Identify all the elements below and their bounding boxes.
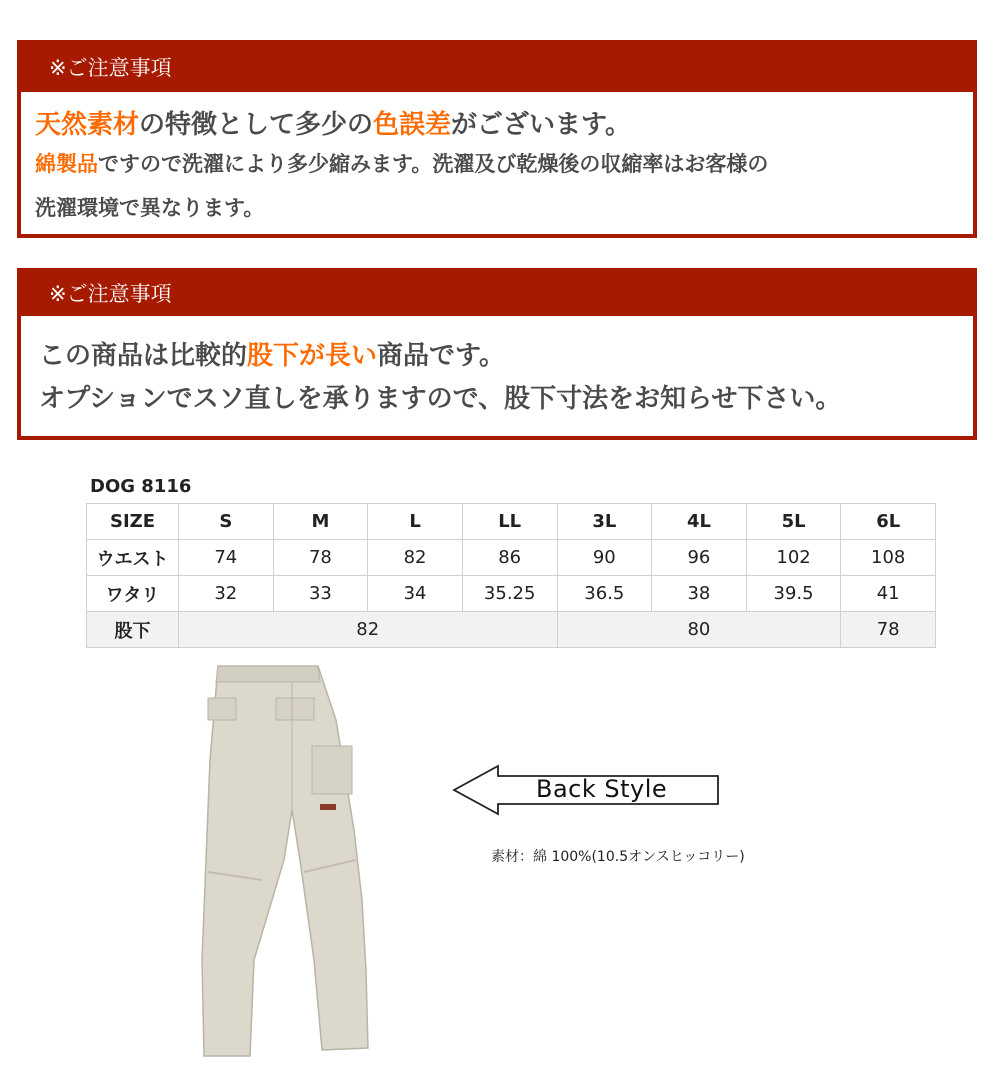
back-style-label: Back Style — [536, 775, 668, 803]
table-cell: 78 — [273, 540, 368, 576]
table-cell: 82 — [179, 612, 558, 648]
table-cell: 90 — [557, 540, 652, 576]
table-cell: M — [273, 504, 368, 540]
table-cell: L — [368, 504, 463, 540]
notice-header: ※ご注意事項 — [21, 44, 973, 92]
size-table — [86, 503, 936, 648]
table-cell: 108 — [841, 540, 936, 576]
text-segment: ですので洗濯により多少縮みます。洗濯及び乾燥後の収縮率はお客様の — [98, 152, 769, 176]
table-cell: 5L — [746, 504, 841, 540]
table-cell: 33 — [273, 576, 368, 612]
text-segment: がございます。 — [451, 110, 631, 140]
pants-back-image — [196, 660, 386, 1060]
table-row-inseam — [87, 612, 936, 648]
table-cell-label: ウエスト — [87, 540, 179, 576]
text-cotton-product: 綿製品 — [35, 152, 98, 176]
table-cell: LL — [462, 504, 557, 540]
table-cell: S — [179, 504, 274, 540]
text-color-error: 色誤差 — [373, 110, 452, 140]
table-cell: 102 — [746, 540, 841, 576]
text-segment: 商品です。 — [377, 341, 505, 371]
table-cell: 82 — [368, 540, 463, 576]
table-cell: 96 — [652, 540, 747, 576]
table-cell: 35.25 — [462, 576, 557, 612]
table-cell-label: ワタリ — [87, 576, 179, 612]
table-cell: 38 — [652, 576, 747, 612]
table-cell: 4L — [652, 504, 747, 540]
table-cell-label: 股下 — [87, 612, 179, 648]
notice-line-shrink — [35, 148, 768, 178]
table-cell: 32 — [179, 576, 274, 612]
table-cell: 80 — [557, 612, 841, 648]
table-cell: SIZE — [87, 504, 179, 540]
table-cell: 36.5 — [557, 576, 652, 612]
text-long-inseam: 股下が長い — [247, 341, 378, 371]
material-info: 素材：綿 100%(10.5オンスヒッコリー) — [491, 849, 745, 865]
notice-box-inseam — [17, 268, 977, 440]
notice-line-long-inseam — [39, 335, 505, 372]
table-cell: 78 — [841, 612, 936, 648]
table-row-waist — [87, 540, 936, 576]
table-cell: 41 — [841, 576, 936, 612]
table-cell: 86 — [462, 540, 557, 576]
notice-header: ※ご注意事項 — [21, 272, 973, 316]
notice-line-color-difference — [35, 104, 631, 141]
table-cell: 6L — [841, 504, 936, 540]
table-cell: 39.5 — [746, 576, 841, 612]
text-segment: この商品は比較的 — [39, 341, 248, 371]
notice-box-color-shrink — [17, 40, 977, 238]
notice-line-hem-option: オプションでスソ直しを承りますので、股下寸法をお知らせ下さい。 — [39, 384, 842, 414]
table-row-thigh — [87, 576, 936, 612]
notice-line-environment: 洗濯環境で異なります。 — [35, 196, 265, 220]
table-row-header — [87, 504, 936, 540]
text-natural-material: 天然素材 — [35, 110, 140, 140]
text-segment: の特徴として多少の — [139, 110, 374, 140]
model-number: DOG 8116 — [90, 476, 192, 497]
table-cell: 34 — [368, 576, 463, 612]
table-cell: 74 — [179, 540, 274, 576]
table-cell: 3L — [557, 504, 652, 540]
